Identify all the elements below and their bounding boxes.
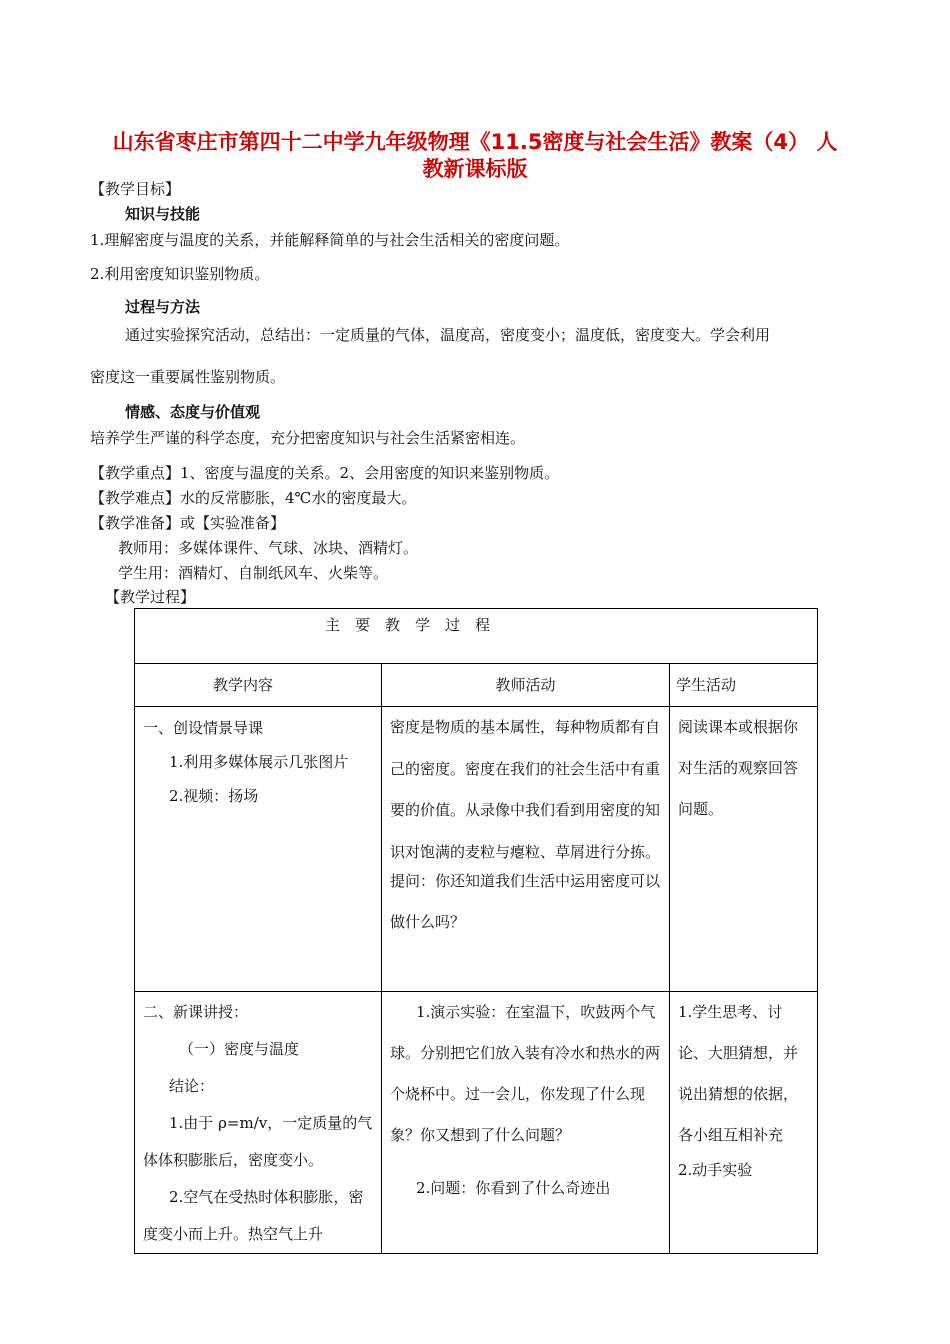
list-item: 阅读课本或根据你对生活的观察回答问题。 [678, 718, 799, 818]
table-caption-cell [135, 609, 818, 664]
header-student: 学生活动 [670, 664, 818, 707]
teacher-materials: 教师用：多媒体课件、气球、冰块、酒精灯。 [118, 539, 419, 557]
list-item: 结论： [169, 1077, 215, 1095]
process-method-heading: 过程与方法 [125, 298, 201, 316]
row1-student [670, 707, 818, 992]
knowledge-item-2: 2.利用密度知识鉴别物质。 [90, 265, 270, 283]
objectives-heading: 【教学目标】 [90, 180, 181, 198]
student-materials: 学生用：酒精灯、自制纸风车、火柴等。 [118, 564, 389, 582]
list-item: 2.空气在受热时体积膨胀，密度变小而上升。热空气上升 [143, 1188, 364, 1243]
page-title-line2: 教新课标版 [422, 157, 528, 181]
list-item: 一、创设情景导课 [143, 719, 264, 737]
page-title-line1: 山东省枣庄市第四十二中学九年级物理《11.5密度与社会生活》教案（4） 人 [112, 130, 838, 154]
table-caption: 主 要 教 学 过 程 [325, 616, 491, 634]
list-item: 1.利用多媒体展示几张图片 [169, 753, 349, 771]
list-item: 2.问题：你看到了什么奇迹出 [416, 1179, 611, 1197]
row1-content [135, 707, 382, 992]
row2-teacher [382, 992, 670, 1254]
list-item: （一）密度与温度 [179, 1040, 300, 1058]
list-item: 密度是物质的基本属性，每种物质都有自己的密度。密度在我们的社会生活中有重要的价值。从录像中我们看到用密度的知识对饱满的麦粒与瘪粒、草屑进行分拣。 [390, 718, 661, 861]
row2-student [670, 992, 818, 1254]
process-heading: 【教学过程】 [105, 588, 196, 606]
emotion-heading: 情感、态度与价值观 [125, 403, 261, 421]
key-point: 【教学重点】1、密度与温度的关系。2、会用密度的知识来鉴别物质。 [90, 464, 560, 482]
list-item: 二、新课讲授： [143, 1003, 249, 1021]
emotion-text: 培养学生严谨的科学态度，充分把密度知识与社会生活紧密相连。 [90, 429, 526, 447]
list-item: 1.由于 ρ=m/v，一定质量的气体体积膨胀后，密度变小。 [143, 1114, 373, 1169]
preparation-heading: 【教学准备】或【实验准备】 [90, 514, 286, 532]
list-item: 提问：你还知道我们生活中运用密度可以做什么吗？ [390, 872, 661, 931]
list-item: 2.视频：扬场 [169, 787, 259, 805]
header-content: 教学内容 [135, 664, 382, 707]
knowledge-item-1: 1.理解密度与温度的关系，并能解释简单的与社会生活相关的密度问题。 [90, 231, 570, 249]
list-item: 1.演示实验：在室温下，吹鼓两个气球。分别把它们放入装有冷水和热水的两个烧杯中。过一会儿，你发现了什么现象？你又想到了什么问题？ [390, 1003, 661, 1144]
teaching-process-table [134, 608, 818, 1254]
process-method-line1: 通过实验探究活动，总结出：一定质量的气体，温度高，密度变小；温度低，密度变大。学会利用 [125, 326, 771, 344]
row2-content [135, 992, 382, 1254]
process-method-line2: 密度这一重要属性鉴别物质。 [90, 368, 286, 386]
difficulty: 【教学难点】水的反常膨胀，4℃水的密度最大。 [90, 489, 417, 507]
list-item: 2.动手实验 [678, 1161, 753, 1179]
knowledge-heading: 知识与技能 [125, 205, 201, 223]
row1-teacher [382, 707, 670, 992]
header-teacher: 教师活动 [382, 664, 670, 707]
list-item: 1.学生思考、讨论、大胆猜想，并说出猜想的依据，各小组互相补充 [678, 1003, 799, 1144]
